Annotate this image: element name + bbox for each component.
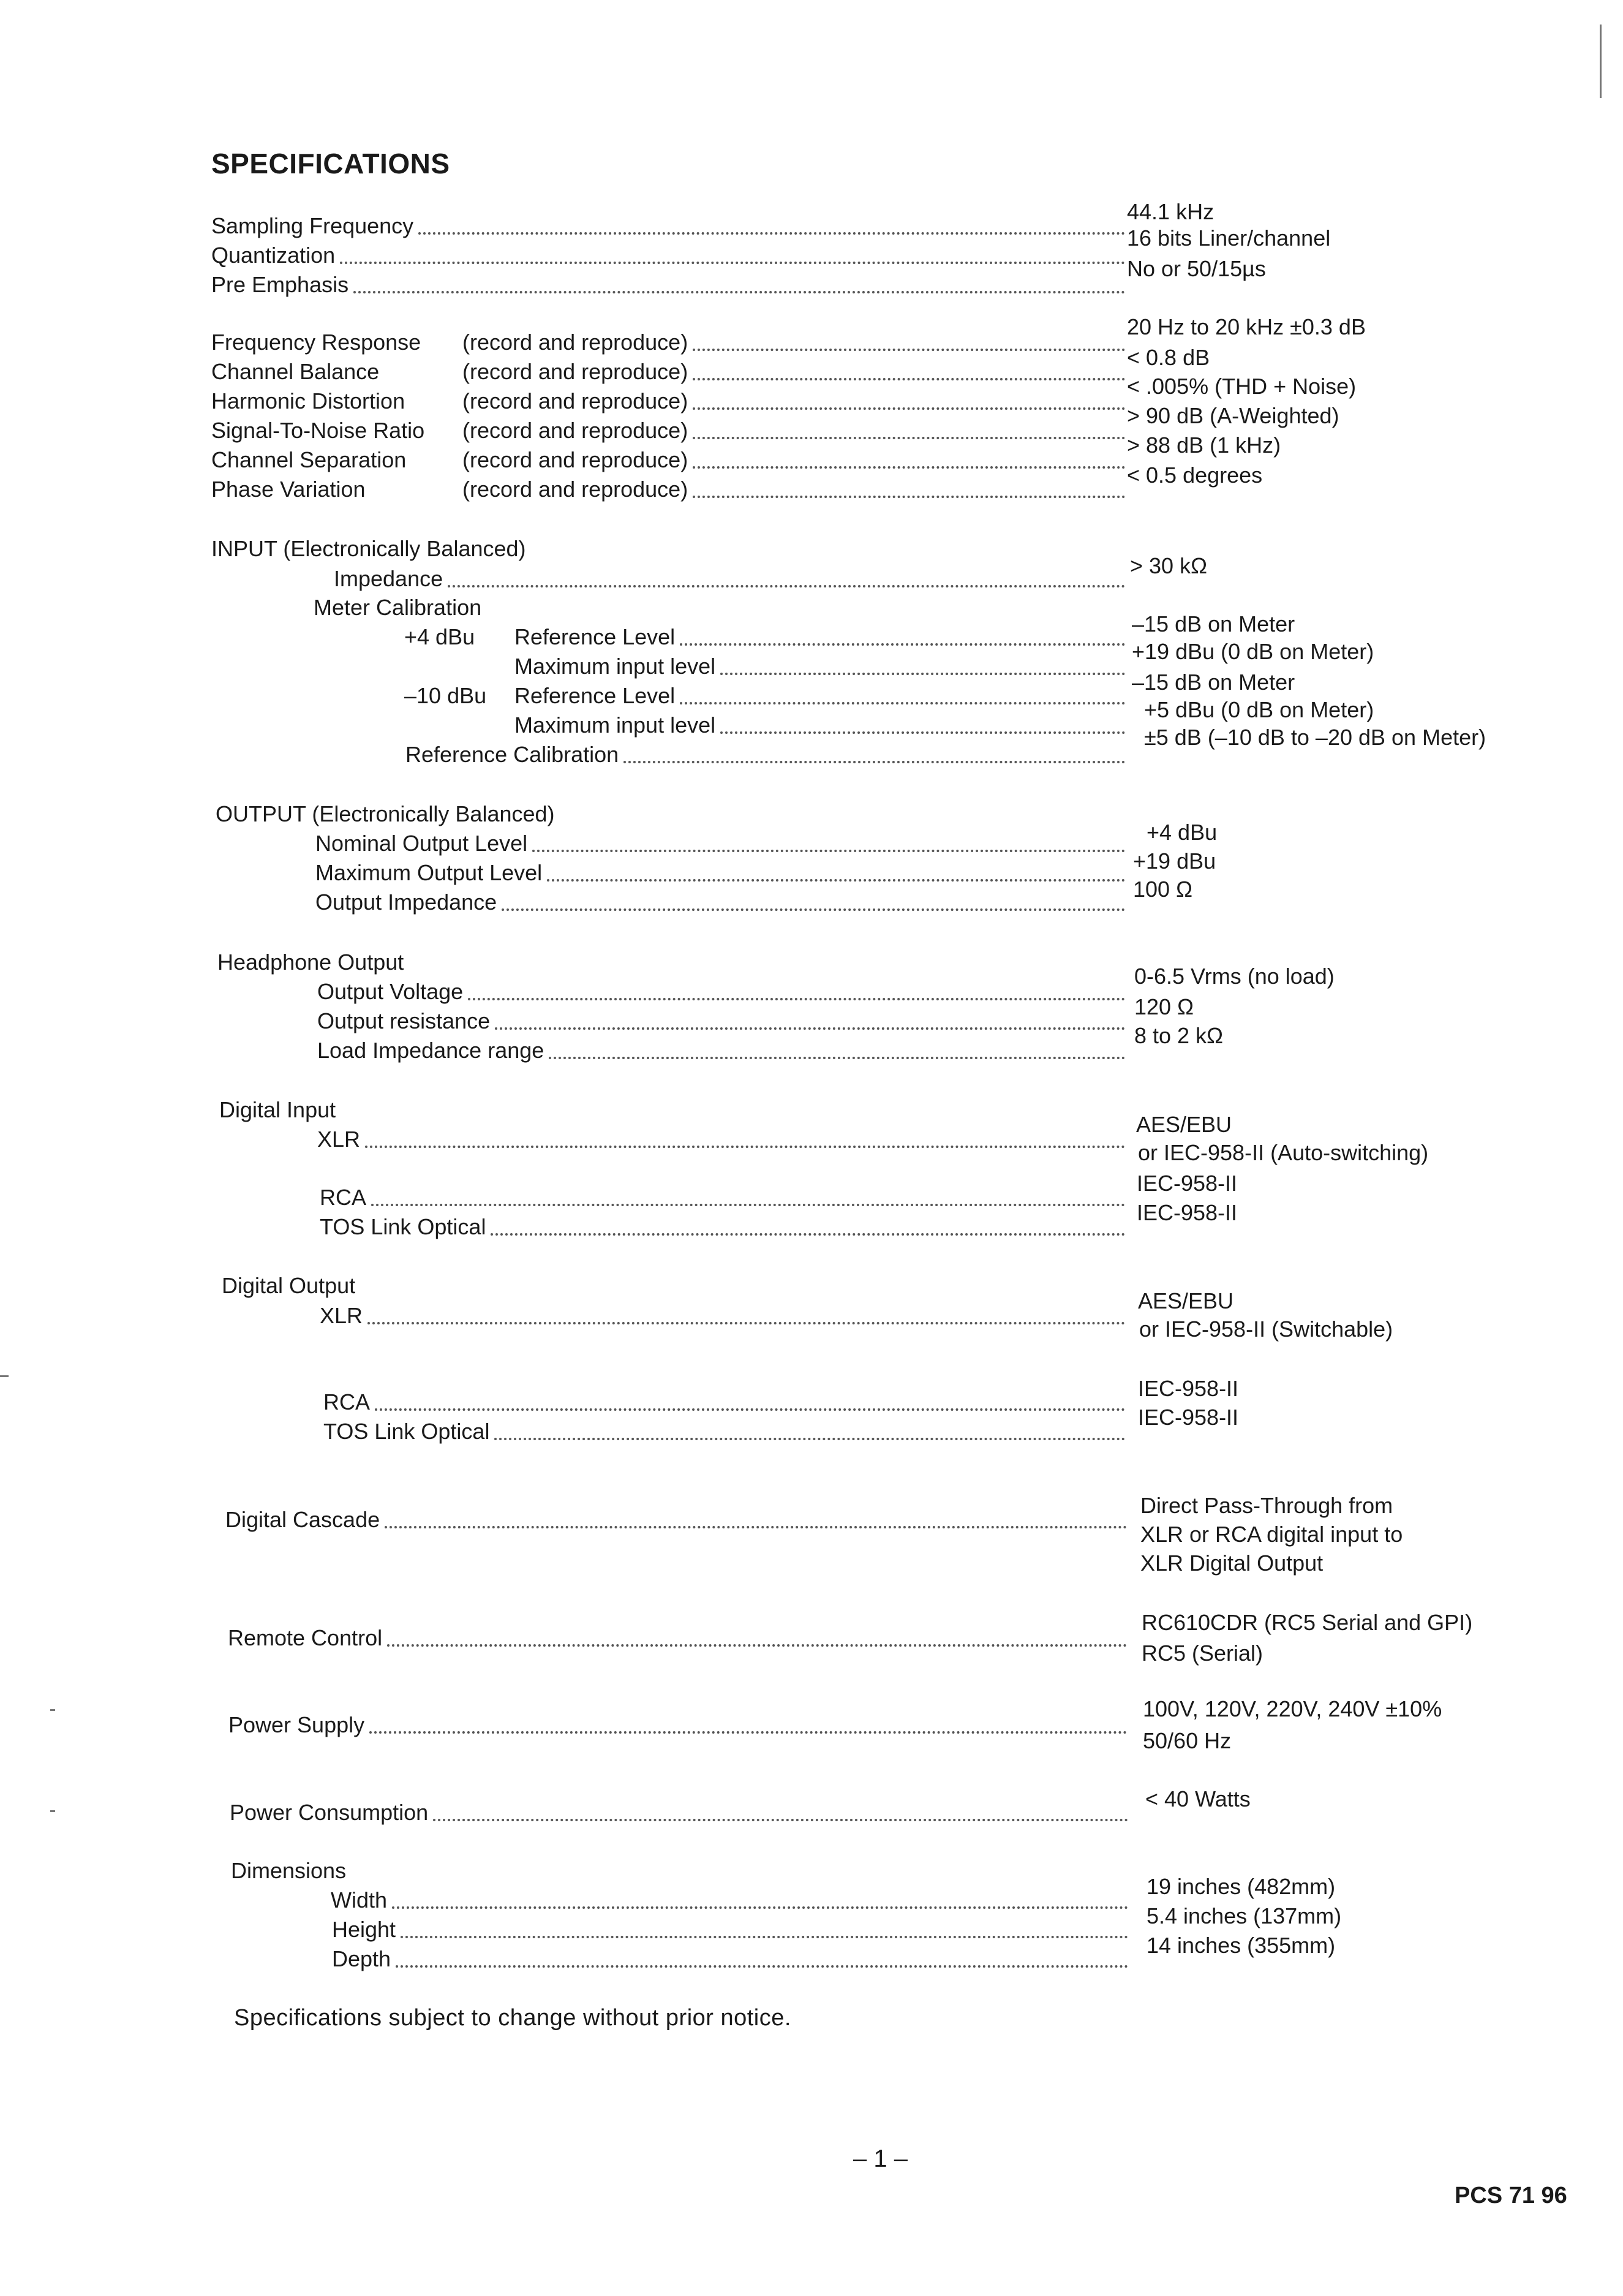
spec-label: Channel Separation <box>211 447 407 472</box>
spec-row-output-impedance <box>315 888 1130 917</box>
spec-label: Output Voltage <box>317 979 464 1004</box>
spec-value: 14 inches (355mm) <box>1147 1933 1336 1958</box>
spec-value: +4 dBu <box>1147 820 1218 845</box>
spec-value: RC610CDR (RC5 Serial and GPI) <box>1142 1610 1473 1635</box>
spec-label: Maximum Output Level <box>315 860 543 885</box>
spec-label: Quantization <box>211 243 336 268</box>
spec-label: Digital Cascade <box>225 1507 380 1532</box>
spec-label: Power Consumption <box>230 1800 429 1825</box>
spec-value: > 88 dB (1 kHz) <box>1127 432 1281 458</box>
spec-row-pre-emphasis <box>211 270 1130 300</box>
spec-row-digital-cascade <box>225 1505 1132 1535</box>
spec-value: 0-6.5 Vrms (no load) <box>1134 964 1335 989</box>
spec-value: < 40 Watts <box>1145 1786 1251 1811</box>
spec-value: 100 Ω <box>1133 877 1192 902</box>
subsection-heading-meter-calibration: Meter Calibration <box>314 595 482 620</box>
spec-value-continuation: or IEC-958-II (Switchable) <box>1139 1316 1393 1342</box>
spec-value: +19 dBu <box>1133 848 1216 874</box>
spec-label: Pre Emphasis <box>211 272 349 297</box>
spec-sub: (record and reproduce) <box>462 388 688 414</box>
spec-value-continuation: RC5 (Serial) <box>1142 1641 1263 1666</box>
spec-label: RCA <box>323 1389 371 1414</box>
spec-value: +5 dBu (0 dB on Meter) <box>1144 697 1374 722</box>
spec-sub: Maximum input level <box>514 712 716 738</box>
spec-label: Height <box>332 1917 396 1942</box>
spec-value: Direct Pass-Through from <box>1140 1493 1393 1518</box>
spec-row-depth <box>332 1944 1133 1974</box>
spec-row-minus10-reference <box>404 681 1130 711</box>
spec-label: XLR <box>317 1127 361 1152</box>
spec-row-phase-variation <box>211 475 1130 504</box>
section-heading-digital-output: Digital Output <box>222 1273 356 1298</box>
spec-sub: (record and reproduce) <box>462 418 688 443</box>
spec-value: 44.1 kHz <box>1127 199 1214 224</box>
scan-edge-mark <box>50 1810 55 1812</box>
spec-row-digital-output-xlr <box>320 1301 1130 1331</box>
spec-value: –15 dB on Meter <box>1132 670 1295 695</box>
spec-row-power-consumption <box>230 1798 1133 1827</box>
change-notice: Specifications subject to change without prior notice. <box>234 2005 791 2031</box>
spec-sub: (record and reproduce) <box>462 447 688 472</box>
spec-label: Depth <box>332 1946 391 1971</box>
spec-value: 5.4 inches (137mm) <box>1147 1903 1342 1928</box>
spec-value: –15 dB on Meter <box>1132 611 1295 636</box>
spec-value: IEC-958-II <box>1138 1405 1239 1430</box>
page-number: – 1 – <box>853 2145 908 2172</box>
spec-row-height <box>332 1915 1133 1944</box>
spec-row-impedance <box>334 564 1130 594</box>
spec-label: Frequency Response <box>211 330 421 355</box>
document-code: PCS 71 96 <box>1455 2183 1567 2208</box>
spec-row-output-voltage <box>317 977 1130 1006</box>
spec-row-snr <box>211 416 1130 445</box>
section-heading-output: OUTPUT (Electronically Balanced) <box>216 801 555 826</box>
spec-value: < 0.5 degrees <box>1127 463 1263 488</box>
spec-row-quantization <box>211 241 1130 270</box>
spec-sub: Reference Level <box>514 683 676 708</box>
spec-value-continuation: 50/60 Hz <box>1143 1728 1232 1753</box>
spec-label: Reference Calibration <box>405 742 619 767</box>
spec-label: Output resistance <box>317 1008 491 1033</box>
spec-row-harmonic-distortion <box>211 387 1130 416</box>
spec-value: > 90 dB (A-Weighted) <box>1127 403 1339 428</box>
spec-value: < 0.8 dB <box>1127 345 1210 370</box>
spec-row-nominal-output <box>315 829 1130 858</box>
spec-row-digital-input-tos <box>320 1212 1130 1242</box>
spec-sub: (record and reproduce) <box>462 477 688 502</box>
spec-row-max-output <box>315 858 1130 888</box>
spec-row-remote-control <box>228 1623 1132 1653</box>
spec-row-sampling <box>211 211 1130 241</box>
spec-row-digital-output-tos <box>323 1417 1130 1446</box>
section-heading-headphone: Headphone Output <box>217 950 404 975</box>
spec-label: Remote Control <box>228 1625 383 1650</box>
spec-row-reference-calibration <box>405 740 1130 769</box>
spec-row-digital-input-xlr <box>317 1125 1130 1154</box>
spec-label: Impedance <box>334 566 443 591</box>
spec-row-channel-separation <box>211 445 1130 475</box>
spec-value: AES/EBU <box>1138 1288 1234 1313</box>
spec-label: Signal-To-Noise Ratio <box>211 418 425 443</box>
spec-value: > 30 kΩ <box>1130 553 1207 578</box>
spec-label: Output Impedance <box>315 889 497 915</box>
spec-row-minus10-max <box>514 711 1130 740</box>
spec-sub: (record and reproduce) <box>462 359 688 384</box>
spec-value: ±5 dB (–10 dB to –20 dB on Meter) <box>1144 725 1486 750</box>
scan-edge-mark <box>1600 25 1602 98</box>
spec-sub: (record and reproduce) <box>462 330 688 355</box>
spec-row-power-supply <box>228 1710 1132 1740</box>
spec-value: 19 inches (482mm) <box>1147 1874 1336 1899</box>
spec-label: Channel Balance <box>211 359 380 384</box>
spec-label: Load Impedance range <box>317 1038 544 1063</box>
spec-row-digital-output-rca <box>323 1388 1130 1417</box>
spec-value: +19 dBu (0 dB on Meter) <box>1132 639 1374 664</box>
spec-row-plus4-reference <box>404 622 1130 652</box>
section-heading-digital-input: Digital Input <box>219 1097 336 1122</box>
spec-value: IEC-958-II <box>1138 1376 1239 1401</box>
spec-label: –10 dBu <box>404 683 487 708</box>
section-heading-dimensions: Dimensions <box>231 1858 347 1883</box>
spec-value: IEC-958-II <box>1137 1171 1238 1196</box>
spec-value: 100V, 120V, 220V, 240V ±10% <box>1143 1696 1442 1721</box>
page-title: SPECIFICATIONS <box>211 148 450 179</box>
spec-row-channel-balance <box>211 357 1130 387</box>
spec-label: Width <box>331 1887 388 1913</box>
spec-label: Phase Variation <box>211 477 366 502</box>
section-heading-input: INPUT (Electronically Balanced) <box>211 536 526 561</box>
spec-value-continuation: XLR Digital Output <box>1140 1550 1324 1576</box>
spec-value: 16 bits Liner/channel <box>1127 225 1331 251</box>
spec-row-load-impedance <box>317 1036 1130 1065</box>
spec-label: Harmonic Distortion <box>211 388 405 414</box>
spec-value: 20 Hz to 20 kHz ±0.3 dB <box>1127 314 1366 339</box>
spec-sub: Maximum input level <box>514 654 716 679</box>
spec-row-frequency-response <box>211 328 1130 357</box>
spec-label: Nominal Output Level <box>315 831 528 856</box>
spec-row-plus4-max <box>514 652 1130 681</box>
spec-value-continuation: XLR or RCA digital input to <box>1140 1522 1403 1547</box>
spec-value: AES/EBU <box>1136 1112 1232 1137</box>
spec-label: RCA <box>320 1185 367 1210</box>
spec-value: IEC-958-II <box>1137 1200 1238 1225</box>
scan-edge-mark <box>0 1375 9 1377</box>
spec-row-digital-input-rca <box>320 1183 1130 1212</box>
spec-value: 8 to 2 kΩ <box>1134 1023 1223 1048</box>
spec-label: Sampling Frequency <box>211 213 414 238</box>
spec-row-width <box>331 1886 1133 1915</box>
scan-edge-mark <box>50 1709 55 1711</box>
spec-value: 120 Ω <box>1134 994 1194 1019</box>
spec-value-continuation: or IEC-958-II (Auto-switching) <box>1138 1140 1429 1165</box>
spec-sub: Reference Level <box>514 624 676 649</box>
spec-value: < .005% (THD + Noise) <box>1127 374 1357 399</box>
spec-row-output-resistance <box>317 1006 1130 1036</box>
spec-label: TOS Link Optical <box>323 1419 490 1444</box>
spec-label: Power Supply <box>228 1712 365 1737</box>
spec-value: No or 50/15µs <box>1127 256 1266 281</box>
spec-label: +4 dBu <box>404 624 475 649</box>
spec-label: TOS Link Optical <box>320 1214 486 1239</box>
spec-label: XLR <box>320 1303 363 1328</box>
